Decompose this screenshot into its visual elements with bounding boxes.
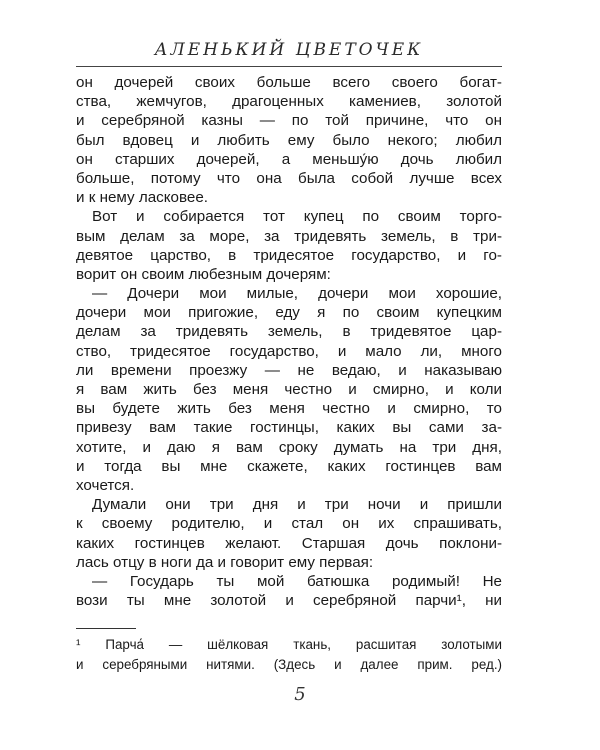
text-line: ства, жемчугов, драгоценных камениев, золотой — [76, 93, 502, 111]
running-head: АЛЕНЬКИЙ ЦВЕТОЧЕК — [154, 40, 424, 60]
text-line: и тогда вы мне скажете, каких гостинцев вам — [76, 457, 502, 475]
text-line: он дочерей своих больше всего своего богат- — [76, 74, 502, 91]
footnote-rule — [76, 628, 136, 629]
footnote-line: и серебряными нитями. (Здесь и далее прим. ред.) — [76, 657, 502, 672]
text-line: хочется. — [76, 476, 135, 494]
text-line: ство, тридесятое государство, и мало ли, много — [76, 342, 502, 360]
text-line: каких гостинцев желают. Старшая дочь поклони- — [76, 534, 502, 552]
text-line: больше, потому что она была собой лучше всех — [76, 169, 502, 187]
text-line: ворит он своим любезным дочерям: — [76, 265, 331, 283]
text-line: вым делам за море, за тридевять земель, в три- — [76, 227, 502, 245]
text-line: я вам жить без меня честно и смирно, и коли — [76, 381, 502, 398]
text-line: девятое царство, в тридесятое государство, и го- — [76, 246, 502, 264]
text-line: Вот и собирается тот купец по своим торго- — [92, 208, 502, 226]
text-line: — Государь ты мой батюшка родимый! Не — [92, 572, 502, 590]
text-line: привезу вам такие гостинцы, каких вы сами за- — [76, 419, 502, 437]
text-line: делам за тридевять земель, в тридевятое цар- — [76, 323, 502, 341]
text-line: ли времени проезжу — не ведаю, и наказываю — [76, 361, 502, 379]
body-text — [76, 73, 502, 610]
text-line: вози ты мне золотой и серебряной парчи¹, ни — [76, 592, 502, 610]
text-line: Думали они три дня и три ночи и пришли — [92, 496, 502, 514]
text-line: дочери мои пригожие, еду я по своим купецким — [76, 304, 502, 322]
text-line: вы будете жить без меня честно и смирно, то — [76, 400, 502, 418]
text-line: лась отцу в ноги да и говорит ему первая: — [76, 553, 374, 571]
footnote — [76, 635, 502, 675]
text-line: хотите, и даю я вам сроку думать на три дня, — [76, 438, 502, 456]
text-line: и к нему ласковее. — [76, 189, 209, 207]
text-line: был вдовец и любить ему было некого; любил — [76, 131, 502, 149]
page-number: 5 — [294, 684, 306, 705]
text-line: и серебряной казны — по той причине, что он — [76, 112, 502, 130]
text-line: к своему родителю, и стал он их спрашивать, — [76, 515, 502, 533]
footnote-line: ¹ Парча́ — шёлковая ткань, расшитая золотыми — [76, 637, 502, 652]
text-line: — Дочери мои милые, дочери мои хорошие, — [92, 285, 502, 303]
text-line: он старших дочерей, а меньшу́ю дочь любил — [76, 150, 502, 168]
header-rule — [76, 66, 502, 67]
